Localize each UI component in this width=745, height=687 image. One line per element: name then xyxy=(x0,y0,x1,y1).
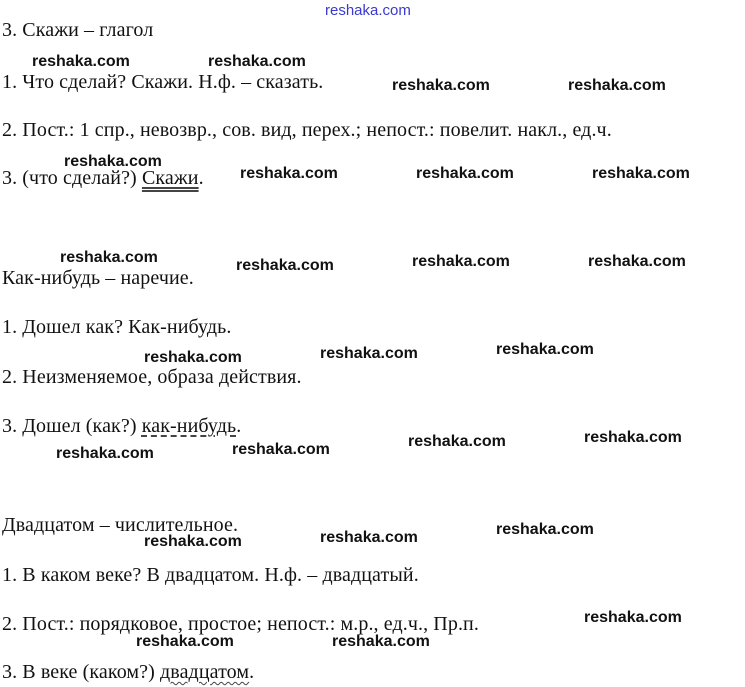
block1-line2: 2. Пост.: 1 спр., невозвр., сов. вид, перех.; непост.: повелит. накл., ед.ч. xyxy=(2,119,612,141)
block2-line1: 1. Дошел как? Как-нибудь. xyxy=(2,316,232,338)
watermark: reshaka.com xyxy=(592,165,690,182)
watermark: reshaka.com xyxy=(240,165,338,182)
block3-line3-suffix: . xyxy=(249,661,255,683)
block2-line3-prefix: 3. Дошел (как?) xyxy=(2,415,142,437)
watermark: reshaka.com xyxy=(60,249,158,266)
block3-line3-word: двадцатом xyxy=(160,661,250,683)
watermark: reshaka.com xyxy=(136,633,234,650)
watermark: reshaka.com xyxy=(208,53,306,70)
watermark: reshaka.com xyxy=(144,349,242,366)
watermark: reshaka.com xyxy=(64,153,162,170)
block2-line3-word: как-нибудь xyxy=(141,415,237,437)
watermark: reshaka.com xyxy=(588,253,686,270)
watermark: reshaka.com xyxy=(392,77,490,94)
block3-line2: 2. Пост.: порядковое, простое; непост.: м.р., ед.ч., Пр.п. xyxy=(2,613,479,635)
block3-line3 xyxy=(2,660,254,684)
block1-title: 3. Скажи – глагол xyxy=(2,19,154,41)
watermark: reshaka.com xyxy=(236,257,334,274)
block3-line1: 1. В каком веке? В двадцатом. Н.ф. – двадцатый. xyxy=(2,564,419,586)
watermark: reshaka.com xyxy=(320,345,418,362)
watermark: reshaka.com xyxy=(584,429,682,446)
block2-line2: 2. Неизменяемое, образа действия. xyxy=(2,366,302,388)
watermark: reshaka.com xyxy=(56,445,154,462)
block2-line3-suffix: . xyxy=(236,415,242,437)
block1-line1: 1. Что сделай? Скажи. Н.ф. – сказать. xyxy=(2,71,324,93)
block1-line3-prefix: 3. (что сделай?) xyxy=(2,167,142,189)
watermark: reshaka.com xyxy=(32,53,130,70)
watermark: reshaka.com xyxy=(320,529,418,546)
block1-line3-word: Скажи xyxy=(141,167,199,189)
watermark: reshaka.com xyxy=(332,633,430,650)
watermark: reshaka.com xyxy=(496,341,594,358)
block3-title: Двадцатом – числительное. xyxy=(2,514,239,536)
watermark: reshaka.com xyxy=(584,609,682,626)
block3-line3-prefix: 3. В веке (каком?) xyxy=(2,661,161,683)
watermark: reshaka.com xyxy=(232,441,330,458)
header-watermark: reshaka.com xyxy=(325,2,411,19)
block2-line3 xyxy=(2,414,241,438)
watermark: reshaka.com xyxy=(416,165,514,182)
watermark: reshaka.com xyxy=(568,77,666,94)
block1-line3-suffix: . xyxy=(198,167,204,189)
watermark: reshaka.com xyxy=(412,253,510,270)
watermark: reshaka.com xyxy=(408,433,506,450)
block2-title: Как-нибудь – наречие. xyxy=(2,267,194,289)
watermark: reshaka.com xyxy=(144,533,242,550)
watermark: reshaka.com xyxy=(496,521,594,538)
